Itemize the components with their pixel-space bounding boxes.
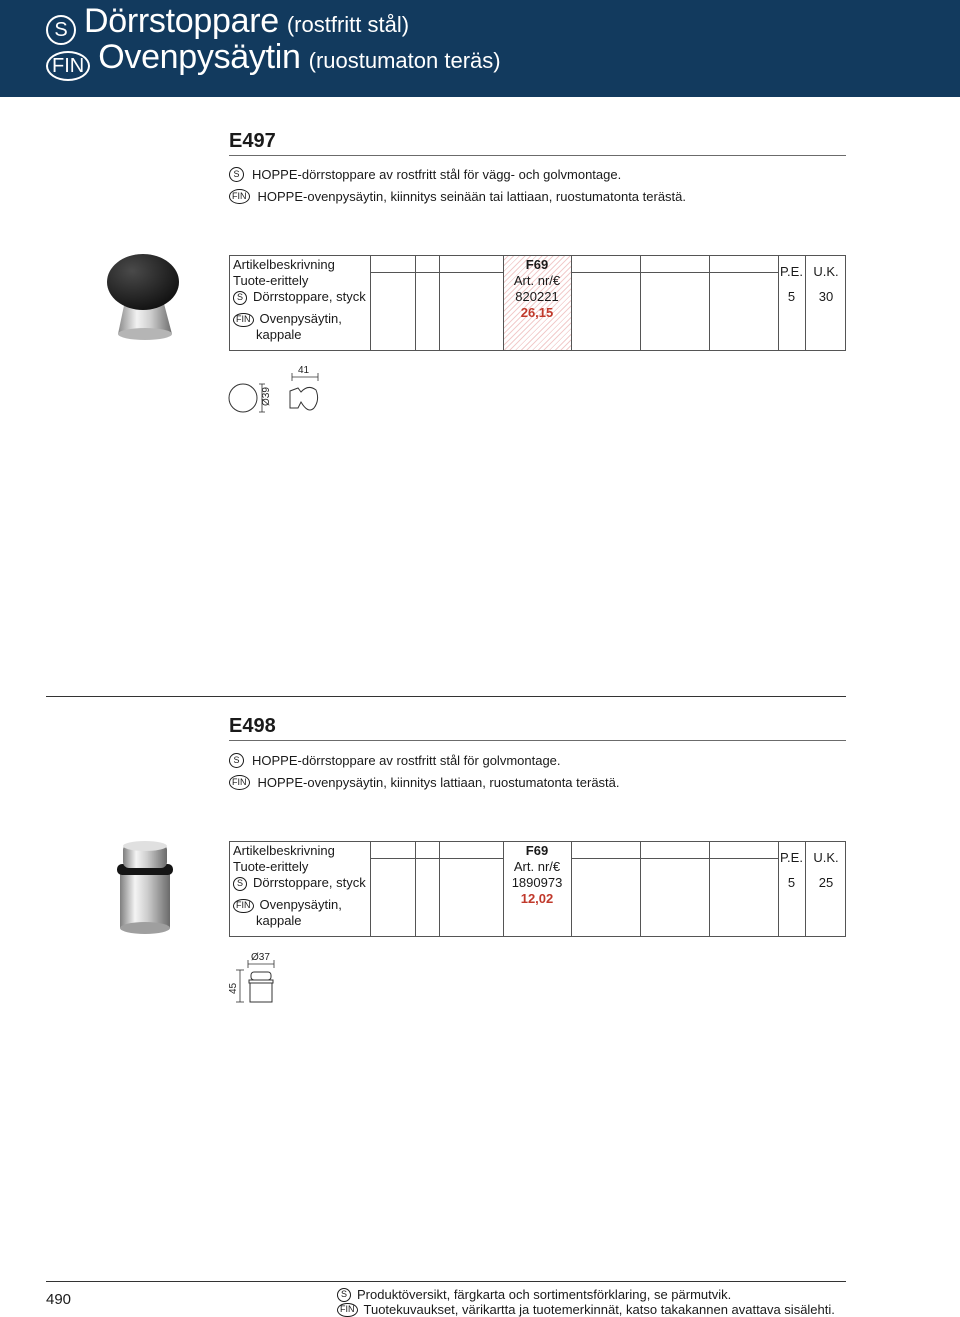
price: 12,02 — [520, 891, 554, 906]
pe-label: P.E. — [780, 264, 803, 279]
product-description-finnish — [229, 775, 620, 790]
section-divider — [229, 740, 846, 741]
dimension-label: 41 — [298, 365, 310, 376]
section-divider — [46, 696, 846, 697]
language-badge-fin: FIN — [229, 775, 250, 790]
language-badge-fin: FIN — [46, 51, 90, 81]
language-badge-s: S — [337, 1288, 351, 1302]
product-description-swedish — [229, 753, 561, 768]
language-badge-s: S — [229, 167, 244, 182]
uk-value: 30 — [818, 289, 834, 304]
header-subtitle: (rostfritt stål) — [286, 12, 410, 37]
table-header-label: Artikelbeskrivning — [233, 257, 335, 272]
dimension-label: 45 — [228, 982, 239, 994]
description-text: HOPPE-dörrstoppare av rostfritt stål för vägg- och golvmontage. — [252, 167, 622, 182]
product-description-finnish — [229, 189, 686, 204]
price: 26,15 — [520, 305, 554, 320]
item-name-text: Ovenpysäytin, — [259, 311, 342, 326]
art-nr-label: Art. nr/€ — [513, 859, 561, 874]
language-badge-fin: FIN — [233, 899, 254, 913]
table-header-label: Artikelbeskrivning — [233, 843, 335, 858]
item-name-swedish — [233, 289, 366, 305]
header-title-swedish — [46, 2, 409, 41]
door-stopper-e497-image — [100, 248, 190, 344]
table-header-cell — [370, 256, 503, 273]
language-badge-fin: FIN — [337, 1303, 358, 1317]
table-header-cell — [370, 842, 503, 859]
door-stopper-e498-image — [108, 836, 182, 936]
item-name-finnish — [233, 311, 342, 327]
finish-code: F69 — [525, 843, 549, 858]
header-title-finnish — [46, 38, 501, 77]
description-text: HOPPE-ovenpysäytin, kiinnitys lattiaan, ruostumatonta terästä. — [257, 775, 620, 790]
section-divider — [229, 155, 846, 156]
item-name-text: Ovenpysäytin, — [259, 897, 342, 912]
art-nr: 820221 — [515, 289, 559, 304]
footer-note-finnish — [337, 1302, 835, 1317]
page-number: 490 — [46, 1291, 72, 1308]
footer-text: Tuotekuvaukset, värikartta ja tuotemerkinnät, katso takakannen avattava sisälehti. — [363, 1302, 835, 1317]
product-table-e497 — [229, 255, 846, 351]
language-badge-s: S — [233, 291, 247, 305]
description-text: HOPPE-ovenpysäytin, kiinnitys seinään tai lattiaan, ruostumatonta terästä. — [257, 189, 686, 204]
language-badge-fin: FIN — [229, 189, 250, 204]
table-header-cell — [571, 256, 778, 273]
uk-label: U.K. — [813, 850, 839, 865]
product-description-swedish — [229, 167, 621, 182]
header-title: Dörrstoppare — [84, 2, 279, 40]
dimension-label: Ø39 — [261, 387, 272, 406]
table-header-label: Tuote-erittely — [233, 859, 309, 874]
item-name-text: Dörrstoppare, styck — [253, 875, 366, 890]
dimension-drawing-e497 — [226, 362, 326, 418]
table-header-label: Tuote-erittely — [233, 273, 309, 288]
language-badge-s: S — [46, 15, 76, 45]
art-nr-label: Art. nr/€ — [513, 273, 561, 288]
item-name-finnish-cont: kappale — [256, 327, 302, 342]
description-text: HOPPE-dörrstoppare av rostfritt stål för golvmontage. — [252, 753, 561, 768]
footer-text: Produktöversikt, färgkarta och sortimentsförklaring, se pärmutvik. — [357, 1287, 732, 1302]
header-title: Ovenpysäytin — [98, 38, 301, 76]
item-name-finnish — [233, 897, 342, 913]
pe-value: 5 — [787, 289, 796, 304]
product-table-e498 — [229, 841, 846, 937]
item-name-finnish-cont: kappale — [256, 913, 302, 928]
product-code: E497 — [229, 130, 276, 152]
finish-code: F69 — [525, 257, 549, 272]
item-name-swedish — [233, 875, 366, 891]
uk-value: 25 — [818, 875, 834, 890]
pe-label: P.E. — [780, 850, 803, 865]
language-badge-s: S — [229, 753, 244, 768]
product-code: E498 — [229, 715, 276, 737]
art-nr: 1890973 — [511, 875, 563, 890]
dimension-drawing-e498 — [224, 948, 284, 1008]
item-name-text: Dörrstoppare, styck — [253, 289, 366, 304]
uk-label: U.K. — [813, 264, 839, 279]
dimension-label: Ø37 — [251, 952, 270, 963]
language-badge-fin: FIN — [233, 313, 254, 327]
page-header — [0, 0, 960, 97]
footer-note-swedish — [337, 1287, 731, 1302]
footer-divider — [46, 1281, 846, 1282]
table-header-cell — [571, 842, 778, 859]
language-badge-s: S — [233, 877, 247, 891]
header-subtitle: (ruostumaton teräs) — [308, 48, 501, 73]
pe-value: 5 — [787, 875, 796, 890]
